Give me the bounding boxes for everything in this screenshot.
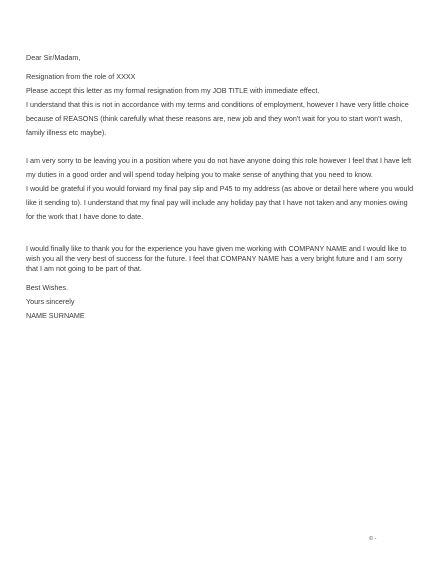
closing-yours-sincerely: Yours sincerely bbox=[26, 297, 75, 306]
paragraph-3-line-3: that I am not going to be part of that. bbox=[26, 264, 142, 273]
paragraph-3-line-2: wish you all the very best of success for the future. I feel that COMPANY NAME has a very bright future and I am sorry bbox=[26, 254, 403, 263]
paragraph-1-line-3: because of REASONS (think carefully what these reasons are, new job and they won't wait for you to start won't wash, bbox=[26, 114, 403, 123]
paragraph-2-line-2: my duties in a good order and will spend today helping you to make sense of anything that you need to know. bbox=[26, 170, 373, 179]
subject-line: Resignation from the role of XXXX bbox=[26, 72, 136, 81]
paragraph-2-line-3: I would be grateful if you would forward my final pay slip and P45 to my address (as above or detail here where you would bbox=[26, 184, 414, 193]
salutation: Dear Sir/Madam, bbox=[26, 53, 81, 62]
paragraph-1-line-2: I understand that this is not in accordance with my terms and conditions of employment, however I have very little choice bbox=[26, 100, 409, 109]
paragraph-2-line-1: I am very sorry to be leaving you in a position where you do not have anyone doing this role however I feel that I have left bbox=[26, 156, 412, 165]
paragraph-2-line-5: for the work that I have done to date. bbox=[26, 212, 144, 221]
signature-name: NAME SURNAME bbox=[26, 311, 85, 320]
page-footer: © - bbox=[369, 536, 377, 542]
paragraph-1-line-4: family illness etc maybe). bbox=[26, 128, 107, 137]
paragraph-1-line-1: Please accept this letter as my formal resignation from my JOB TITLE with immediate effect. bbox=[26, 86, 320, 95]
paragraph-3-line-1: I would finally like to thank you for the experience you have given me working with COMPANY NAME and I would like to bbox=[26, 244, 407, 253]
paragraph-2-line-4: like it sending to). I understand that my final pay will include any holiday pay that I have not taken and any monies owing bbox=[26, 198, 408, 207]
closing-best-wishes: Best Wishes. bbox=[26, 283, 68, 292]
